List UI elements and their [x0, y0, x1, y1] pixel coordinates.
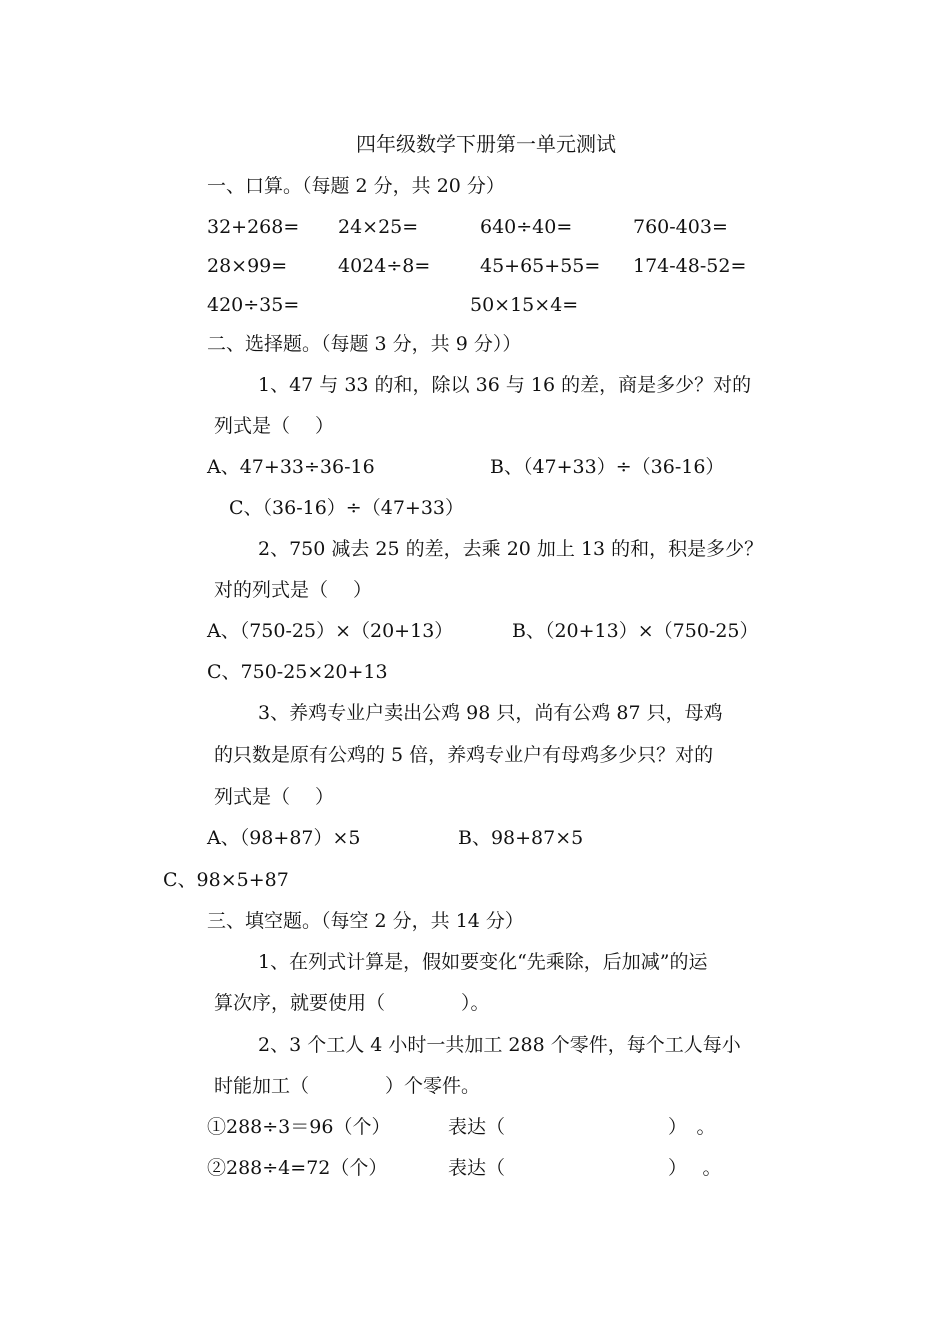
question-text: 2、750 减去 25 的差，去乘 20 加上 13 的和，积是多少？: [258, 538, 764, 560]
option-c: C、750-25×20+13: [207, 661, 388, 683]
question-text: 1、在列式计算是，假如要变化“先乘除，后加减”的运: [258, 951, 708, 973]
option-c: C、98×5+87: [163, 869, 289, 891]
option-a: A、47+33÷36-16: [207, 456, 375, 478]
question-text: 2、3 个工人 4 小时一共加工 288 个零件，每个工人每小: [258, 1034, 741, 1056]
option-b: B、98+87×5: [458, 827, 584, 849]
option-b: B、（20+13）×（750-25）: [512, 620, 759, 642]
option-a: A、（750-25）×（20+13）: [207, 620, 454, 642]
question-text: 时能加工（ ）个零件。: [214, 1075, 481, 1097]
option-b: B、（47+33）÷（36-16）: [490, 456, 725, 478]
calc-item: 50×15×4=: [470, 294, 579, 316]
page-title: 四年级数学下册第一单元测试: [356, 132, 616, 156]
meaning-close: ） 。: [668, 1157, 722, 1179]
calc-item: 45+65+55=: [480, 255, 601, 277]
calc-item: 760-403=: [633, 216, 728, 238]
section1-heading: 一、口算。（每题 2 分，共 20 分）: [207, 175, 505, 197]
meaning-label: 表达（: [448, 1116, 506, 1138]
section3-heading: 三、填空题。（每空 2 分，共 14 分）: [207, 910, 524, 932]
option-a: A、（98+87）×5: [207, 827, 361, 849]
calc-item: 174-48-52=: [633, 255, 747, 277]
question-text: 算次序，就要使用（ ）。: [214, 992, 490, 1014]
calc-item: 420÷35=: [207, 294, 300, 316]
expression-2: ②288÷4=72（个）: [207, 1157, 388, 1179]
question-text: 3、养鸡专业户卖出公鸡 98 只，尚有公鸡 87 只，母鸡: [258, 702, 723, 724]
question-text: 1、47 与 33 的和，除以 36 与 16 的差，商是多少？对的: [258, 374, 752, 396]
meaning-close: ） 。: [668, 1116, 716, 1138]
calc-item: 32+268=: [207, 216, 300, 238]
calc-item: 24×25=: [338, 216, 419, 238]
question-text: 列式是（ ）: [214, 415, 335, 437]
calc-item: 28×99=: [207, 255, 288, 277]
option-c: C、（36-16）÷（47+33）: [229, 497, 465, 519]
question-text: 列式是（ ）: [214, 786, 335, 808]
question-text: 的只数是原有公鸡的 5 倍，养鸡专业户有母鸡多少只？对的: [214, 744, 714, 766]
calc-item: 4024÷8=: [338, 255, 431, 277]
expression-1: ①288÷3＝96（个）: [207, 1116, 391, 1138]
section2-heading: 二、选择题。（每题 3 分，共 9 分））: [207, 333, 522, 355]
question-text: 对的列式是（ ）: [214, 579, 373, 601]
calc-item: 640÷40=: [480, 216, 573, 238]
meaning-label: 表达（: [448, 1157, 506, 1179]
